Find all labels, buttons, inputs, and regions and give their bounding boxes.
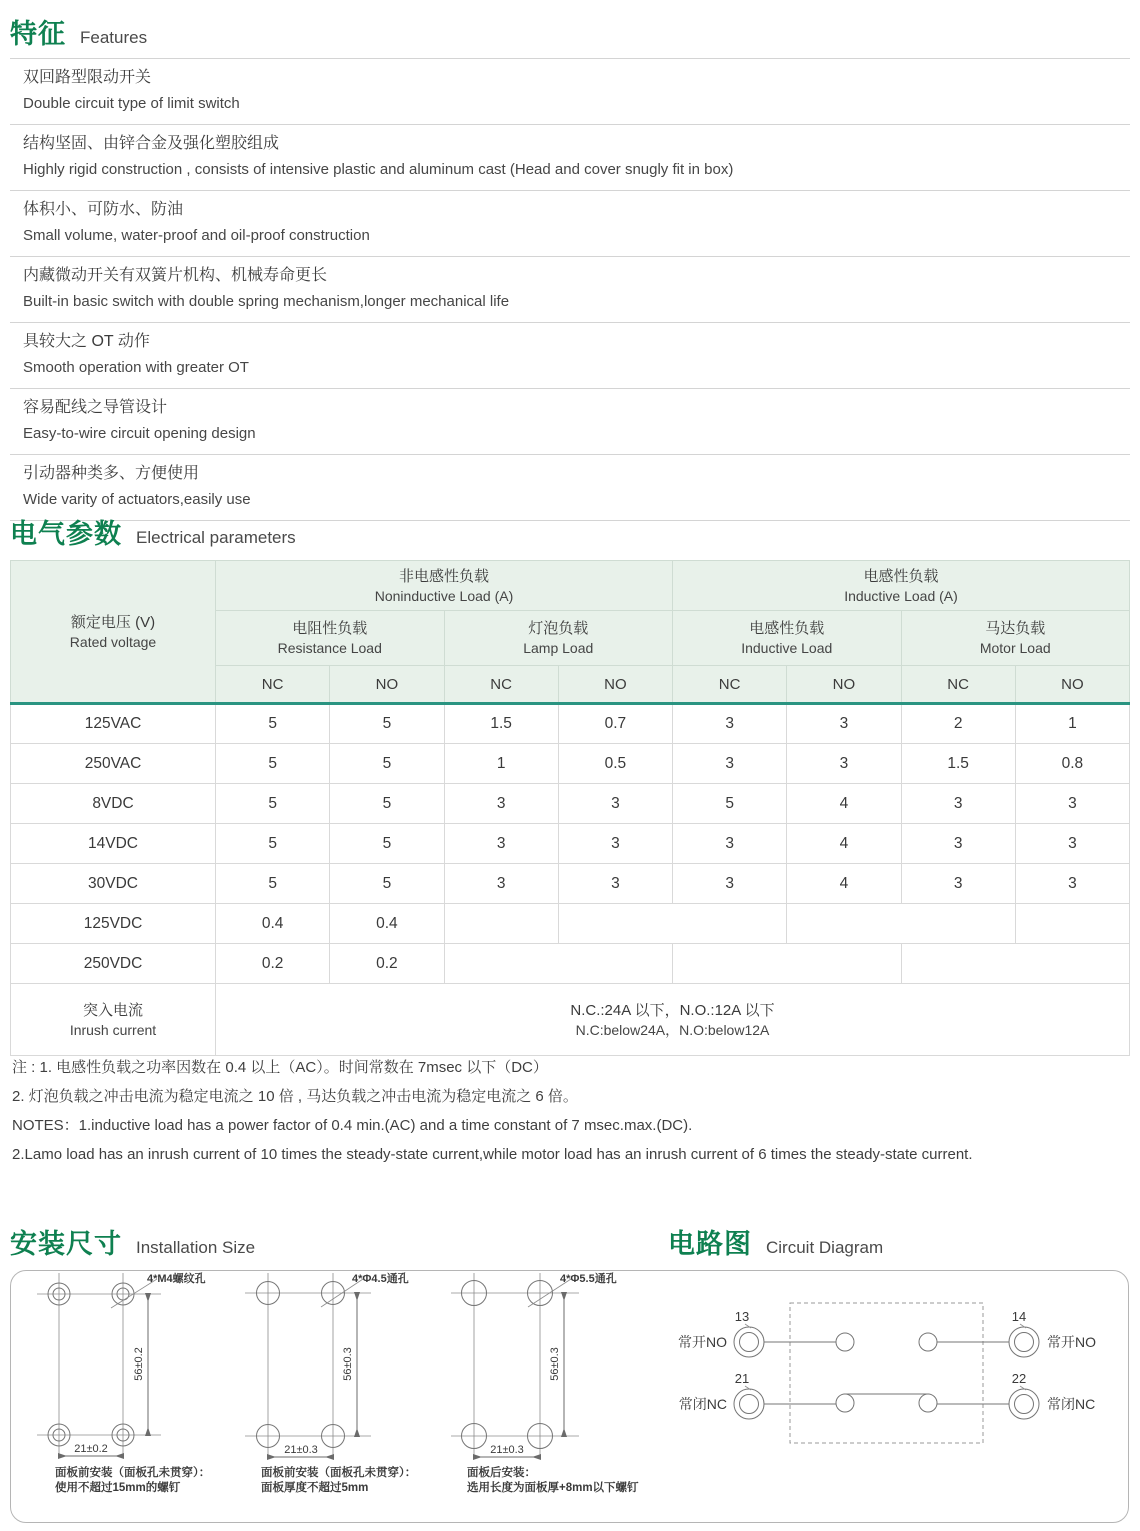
rated-voltage-zh: 额定电压 (V) (70, 613, 156, 631)
cell (1015, 904, 1129, 944)
noninductive-group-header (216, 561, 673, 611)
cell: 0.4 (216, 904, 330, 944)
inrush-en: Inrush current (69, 1021, 157, 1038)
cell: 1.5 (901, 744, 1015, 784)
cell: 3 (673, 824, 787, 864)
feature-en: Smooth operation with greater OT (23, 359, 249, 376)
feature-item (10, 256, 1130, 322)
cell (673, 944, 902, 984)
cell: 5 (330, 744, 444, 784)
features-heading-zh: 特征 (10, 19, 66, 49)
cell: 3 (444, 784, 558, 824)
features-heading-en: Features (80, 28, 148, 47)
inductive-group-en: Inductive Load (A) (844, 587, 958, 604)
electrical-heading-en: Electrical parameters (136, 528, 296, 547)
inductive-group-header (673, 561, 1130, 611)
cell: 1 (444, 744, 558, 784)
cell: 4 (787, 864, 901, 904)
inrush-current-row (11, 984, 1130, 1056)
cell: 2 (901, 704, 1015, 744)
feature-en: Double circuit type of limit switch (23, 95, 240, 112)
cell: 0.4 (330, 904, 444, 944)
row-voltage: 250VDC (11, 944, 216, 984)
table-row (11, 904, 1130, 944)
cell: 3 (1015, 864, 1129, 904)
cell: 3 (673, 744, 787, 784)
cell: 5 (216, 824, 330, 864)
table-row (11, 944, 1130, 984)
no-header: NO (558, 666, 672, 704)
cell: 5 (216, 744, 330, 784)
motor-load-header (901, 611, 1130, 666)
drawing-caption: 面板前安装（面板孔未贯穿）： (261, 1467, 417, 1479)
hole-label: 4*Φ4.5通孔 (352, 1273, 409, 1285)
sub-zh: 灯泡负载 (528, 620, 589, 637)
terminal-number-21: 21 (734, 1371, 750, 1386)
terminal-label-nc-right: 常闭NC (1047, 1396, 1096, 1412)
table-row (11, 784, 1130, 824)
no-header: NO (787, 666, 901, 704)
noninductive-zh: 非电感性负载 (398, 567, 489, 585)
terminal-label-no-left: 常开NO (678, 1334, 727, 1350)
diagram-canvas (11, 1271, 1128, 1522)
table-row (11, 824, 1130, 864)
inrush-line1: N.C.:24A 以下，N.O.:12A 以下 (570, 1001, 775, 1019)
drawing-caption: 面板后安装： (467, 1467, 536, 1479)
cell: 5 (330, 864, 444, 904)
nc-header: NC (673, 666, 787, 704)
installation-heading-zh: 安装尺寸 (10, 1229, 122, 1259)
row-voltage: 14VDC (11, 824, 216, 864)
cell (901, 944, 1130, 984)
feature-en: Wide varity of actuators,easily use (23, 491, 251, 508)
features-section-heading (10, 12, 147, 51)
resistance-load-header (216, 611, 445, 666)
installation-drawing-d55 (451, 1271, 639, 1494)
feature-item (10, 454, 1130, 520)
rated-voltage-en: Rated voltage (69, 633, 157, 650)
circuit-section-heading (668, 1222, 883, 1261)
dim-vertical: 56±0.2 (133, 1347, 145, 1381)
feature-item (10, 388, 1130, 454)
feature-item (10, 322, 1130, 388)
cell: 3 (558, 864, 672, 904)
feature-zh: 内藏微动开关有双簧片机构、机械寿命更长 (23, 267, 328, 284)
installation-drawing-m4 (37, 1271, 210, 1494)
feature-zh: 双回路型限动开关 (23, 69, 152, 86)
sub-en: Inductive Load (741, 640, 833, 656)
lamp-load-header (444, 611, 673, 666)
sub-en: Motor Load (979, 640, 1051, 656)
cell: 0.5 (558, 744, 672, 784)
cell (787, 904, 1016, 944)
nc-header: NC (444, 666, 558, 704)
cell (444, 944, 673, 984)
cell: 0.2 (330, 944, 444, 984)
terminal-number-22: 22 (1011, 1371, 1027, 1386)
cell: 3 (787, 744, 901, 784)
cell: 5 (673, 784, 787, 824)
cell: 4 (787, 784, 901, 824)
sub-zh: 马达负载 (985, 620, 1046, 637)
cell: 3 (444, 864, 558, 904)
circuit-heading-en: Circuit Diagram (766, 1238, 884, 1257)
nc-header: NC (216, 666, 330, 704)
cell: 5 (330, 784, 444, 824)
cell: 5 (216, 704, 330, 744)
dim-horizontal: 21±0.3 (490, 1444, 524, 1456)
electrical-parameters-table (10, 560, 1130, 1056)
inrush-label (11, 984, 216, 1056)
feature-en: Highly rigid construction , consists of intensive plastic and aluminum cast (Head and cover snugly fit in box) (23, 161, 734, 178)
table-row (11, 864, 1130, 904)
sub-en: Resistance Load (277, 640, 382, 656)
row-voltage: 125VAC (11, 704, 216, 744)
cell (558, 904, 787, 944)
feature-zh: 引动器种类多、方便使用 (23, 465, 200, 482)
hole-label: 4*Φ5.5通孔 (560, 1273, 617, 1285)
cell: 3 (1015, 824, 1129, 864)
note-line: 注 : 1. 电感性负载之功率因数在 0.4 以上（AC）。时间常数在 7msec 以下（DC） (12, 1059, 548, 1076)
hole-label: 4*M4螺纹孔 (147, 1273, 206, 1285)
no-header: NO (330, 666, 444, 704)
noninductive-en: Noninductive Load (A) (374, 587, 514, 604)
installation-heading-en: Installation Size (136, 1238, 256, 1257)
note-line: NOTES：1.inductive load has a power factor of 0.4 min.(AC) and a time constant of 7 msec.max.(DC). (12, 1117, 693, 1134)
cell: 4 (787, 824, 901, 864)
dim-horizontal: 21±0.2 (74, 1443, 108, 1455)
terminal-label-nc-left: 常闭NC (678, 1396, 727, 1412)
cell: 3 (1015, 784, 1129, 824)
feature-zh: 结构坚固、由锌合金及强化塑胶组成 (23, 135, 280, 152)
diagrams-panel (10, 1270, 1129, 1523)
dim-horizontal: 21±0.3 (284, 1444, 318, 1456)
sub-zh: 电阻性负载 (292, 620, 368, 637)
feature-en: Built-in basic switch with double spring mechanism,longer mechanical life (23, 293, 510, 310)
cell: 5 (216, 864, 330, 904)
feature-en: Easy-to-wire circuit opening design (23, 425, 256, 442)
nc-header: NC (901, 666, 1015, 704)
drawing-caption: 面板前安装（面板孔未贯穿）： (55, 1467, 211, 1479)
terminal-number-13: 13 (734, 1309, 750, 1324)
dim-vertical: 56±0.3 (342, 1347, 354, 1381)
drawing-caption: 选用长度为面板厚+8mm以下螺钉 (467, 1482, 639, 1494)
cell: 3 (558, 784, 672, 824)
features-list (10, 58, 1130, 521)
rated-voltage-header (11, 561, 216, 704)
cell (444, 904, 558, 944)
circuit-heading-zh: 电路图 (668, 1229, 752, 1259)
cell: 5 (330, 824, 444, 864)
terminal-number-14: 14 (1011, 1309, 1027, 1324)
no-header: NO (1015, 666, 1129, 704)
cell: 3 (444, 824, 558, 864)
dim-vertical: 56±0.3 (549, 1347, 561, 1381)
cell: 0.2 (216, 944, 330, 984)
drawing-caption: 面板厚度不超过5mm (261, 1482, 369, 1494)
cell: 3 (901, 824, 1015, 864)
feature-en: Small volume, water-proof and oil-proof construction (23, 227, 370, 244)
cell: 0.7 (558, 704, 672, 744)
header-row-groups (11, 561, 1130, 611)
note-line: 2. 灯泡负载之冲击电流为稳定电流之 10 倍 , 马达负载之冲击电流为稳定电流之 6 倍。 (12, 1088, 578, 1105)
inrush-line2: N.C:below24A，N.O:below12A (575, 1021, 770, 1038)
cell: 0.8 (1015, 744, 1129, 784)
row-voltage: 8VDC (11, 784, 216, 824)
terminal-label-no-right: 常开NO (1047, 1334, 1096, 1350)
sub-en: Lamp Load (523, 640, 594, 656)
feature-zh: 具较大之 OT 动作 (23, 333, 150, 350)
note-line: 2.Lamo load has an inrush current of 10 times the steady-state current,while motor load has an inrush current of 6 times the steady-state current. (12, 1146, 973, 1163)
feature-item (10, 58, 1130, 124)
inrush-zh: 突入电流 (82, 1001, 143, 1019)
circuit-diagram (678, 1303, 1096, 1443)
inductive-load-header (673, 611, 902, 666)
feature-item (10, 124, 1130, 190)
cell: 3 (787, 704, 901, 744)
cell: 3 (558, 824, 672, 864)
electrical-heading-zh: 电气参数 (10, 519, 122, 549)
row-voltage: 30VDC (11, 864, 216, 904)
row-voltage: 250VAC (11, 744, 216, 784)
sub-zh: 电感性负载 (749, 620, 825, 637)
cell: 3 (673, 864, 787, 904)
cell: 1.5 (444, 704, 558, 744)
notes (12, 1058, 1130, 1174)
drawing-caption: 使用不超过15mm的螺钉 (55, 1482, 181, 1494)
cell: 3 (901, 864, 1015, 904)
feature-item (10, 190, 1130, 256)
installation-section-heading (10, 1222, 255, 1261)
feature-zh: 容易配线之导管设计 (23, 399, 168, 416)
cell: 3 (901, 784, 1015, 824)
cell: 1 (1015, 704, 1129, 744)
table-row (11, 744, 1130, 784)
cell: 5 (330, 704, 444, 744)
installation-drawing-d45 (245, 1271, 416, 1494)
cell: 5 (216, 784, 330, 824)
electrical-section-heading (10, 512, 296, 551)
feature-zh: 体积小、可防水、防油 (23, 201, 184, 218)
inrush-value (216, 984, 1130, 1056)
cell: 3 (673, 704, 787, 744)
inductive-group-zh: 电感性负载 (863, 567, 939, 585)
row-voltage: 125VDC (11, 904, 216, 944)
table-row (11, 704, 1130, 744)
